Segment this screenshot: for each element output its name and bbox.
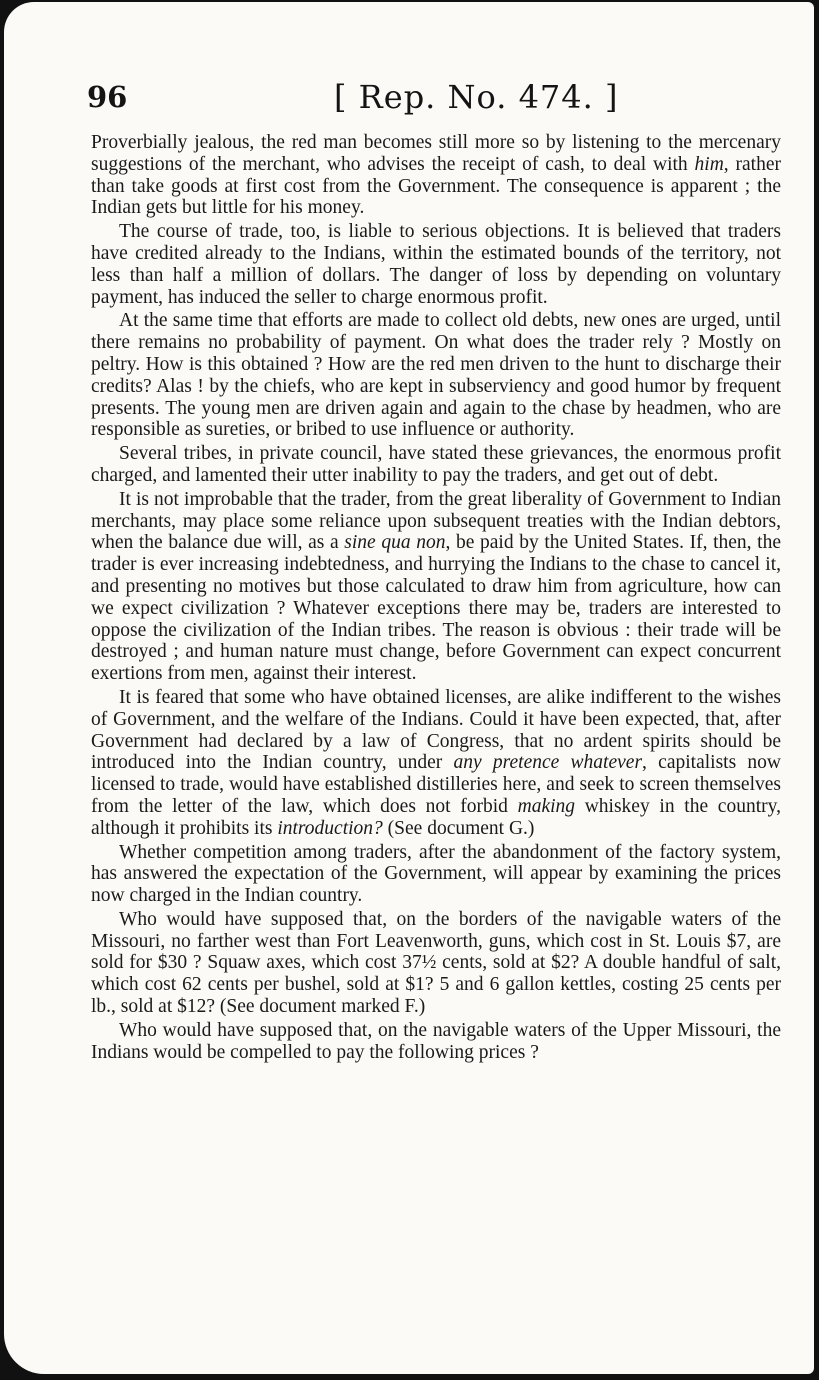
paragraph: Whether competition among traders, after the abandonment of the factory system, has answered the expectation of the Government, will appear by examining the prices now charged in the Indian country. [91, 841, 781, 907]
italic-text: sine qua non [344, 532, 446, 554]
paragraph: Several tribes, in private council, have stated these grievances, the enormous profit charged, and lamented their utter inability to pay the traders, and get out of debt. [91, 443, 781, 486]
paragraph: The course of trade, too, is liable to serious objections. It is believed that traders have credited already to the Indians, within the estimated bounds of the territory, not less than half a million of dollars. The danger of loss by depending on voluntary payment, has induced the seller to charge enormous profit. [91, 221, 781, 308]
body-text [91, 132, 781, 1065]
paragraph: It is not improbable that the trader, from the great liberality of Government to Indian merchants, may place some reliance upon subsequent treaties with the Indian debtors, when the balance due will, as a sine qua non, be paid by the United States. If, then, the trader is ever increasing indebtedness, and hurrying the Indians to the chase to cancel it, and presenting no motives but those calculated to draw him from agriculture, how can we expect civilization ? Whatever exceptions there may be, traders are interested to oppose the civilization of the Indian tribes. The reason is obvious : their trade will be destroyed ; and human nature must change, before Government can expect concurrent exertions from men, against their interest. [91, 488, 781, 685]
italic-text: introduction? [277, 817, 383, 839]
italic-text: any pretence whatever [453, 752, 643, 774]
italic-text: him [694, 153, 724, 175]
document-page [4, 2, 814, 1374]
paragraph: It is feared that some who have obtained licenses, are alike indifferent to the wishes of Government, and the welfare of the Indians. Could it have been expected, that, after Government had declared by a law of Congress, that no ardent spirits should be introduced into the Indian country, under any pretence whatever, capitalists now licensed to trade, would have established distilleries here, and seek to screen themselves from the letter of the law, which does not forbid making whiskey in the country, although it prohibits its introduction? (See document G.) [91, 686, 781, 839]
paragraph: Who would have supposed that, on the borders of the navigable waters of the Missouri, no farther west than Fort Leavenworth, guns, which cost in St. Louis $7, are sold for $30 ? Squaw axes, which cost 37½ cents, sold at $2? A double handful of salt, which cost 62 cents per bushel, sold at $1? 5 and 6 gallon kettles, costing 25 cents per lb., sold at $12? (See document marked F.) [91, 908, 781, 1018]
running-head: [ Rep. No. 474. ] [334, 78, 619, 116]
paragraph: Who would have supposed that, on the navigable waters of the Upper Missouri, the Indians would be compelled to pay the following prices ? [91, 1019, 781, 1063]
paragraph: At the same time that efforts are made to collect old debts, new ones are urged, until there remains no probability of payment. On what does the trader rely ? Mostly on peltry. How is this obtained ? How are the red men driven to the hunt to discharge their credits? Alas ! by the chiefs, who are kept in subserviency and good humor by frequent presents. The young men are driven again and again to the chase by headmen, who are responsible as sureties, or bribed to use influence or authority. [91, 310, 781, 441]
page-number: 96 [87, 80, 128, 114]
page-header [4, 72, 814, 122]
italic-text: making [517, 795, 576, 817]
paragraph: Proverbially jealous, the red man becomes still more so by listening to the mercenary suggestions of the merchant, who advises the receipt of cash, to deal with him, rather than take goods at first cost from the Government. The consequence is apparent ; the Indian gets but little for his money. [91, 132, 781, 219]
